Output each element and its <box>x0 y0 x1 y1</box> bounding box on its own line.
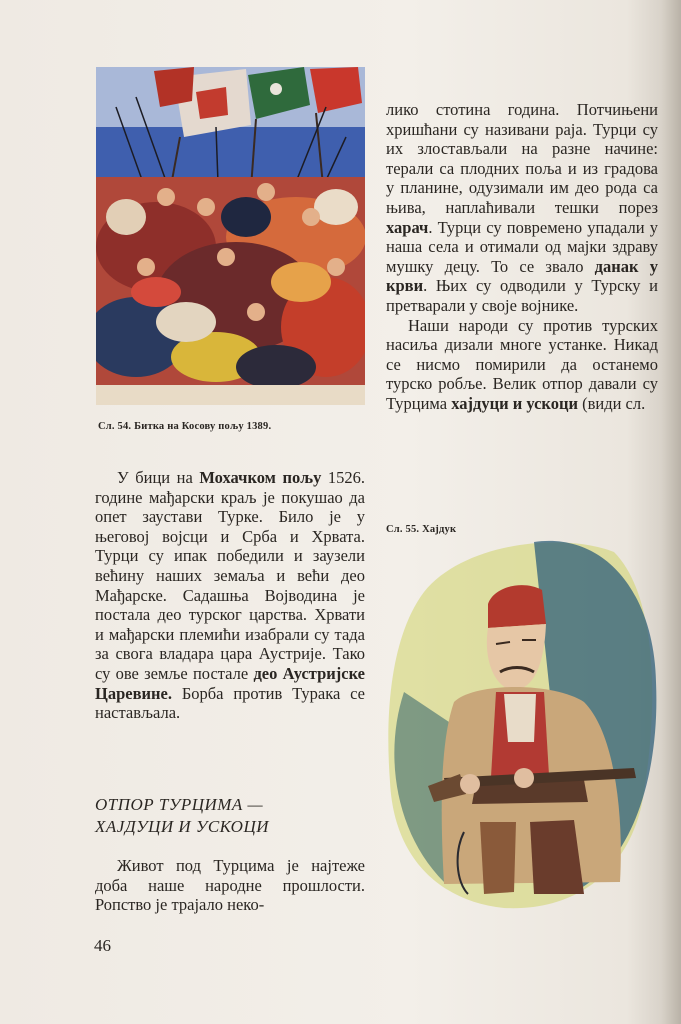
paragraph: Живот под Турцима је најтеже доба наше народне прошлости. Ропство је трајало неко- <box>95 856 365 915</box>
right-text-column <box>386 100 658 414</box>
page-edge <box>663 0 681 1024</box>
paragraph: У бици на Мохачком пољу 1526. године мађарски краљ је покушао да опет заустави Турке. Било је у његовој војсци и Срба и Хрвата. Турци су ипак победили и заузели већину наших земаља и већи део Мађарске. Садашња Војводина је постала део турског царства. Хрвати и мађарски племићи изабрали су тада за свога владара цара Аустрије. Тако су ове земље постале део Аустријске Царевине. Борба против Турака се настављала. <box>95 468 366 723</box>
hajduk-illustration <box>384 532 660 916</box>
left-text-column-lower <box>95 856 365 915</box>
page-number: 46 <box>94 936 111 955</box>
paragraph: лико стотина година. Потчињени хришћани су називани раја. Турци су их злостављали на разне начине: терали са плодних поља и из градова у планине, одузимали им део рода са њива, наплаћивали тешки порез харач. Турци су повремено упадали у наша села и отимали од мајки здраву мушку децу. То се звало данак у крви. Њих су одводили у Турску и претварали у своје војнике. <box>386 100 658 315</box>
paragraph: Наши народи су против турских насиља дизали многе устанке. Никад се нисмо помирили да останемо турско робље. Велик отпор давали су Турцима хајдуци и ускоци (види сл. <box>386 315 658 413</box>
battle-of-kosovo-illustration <box>96 67 365 405</box>
section-heading: ОТПОР ТУРЦИМА — ХАЈДУЦИ И УСКОЦИ <box>95 795 269 836</box>
figure-55-caption: Сл. 55. Хајдук <box>386 524 457 535</box>
left-text-column <box>95 468 365 723</box>
figure-54-caption: Сл. 54. Битка на Косову пољу 1389. <box>98 421 272 432</box>
